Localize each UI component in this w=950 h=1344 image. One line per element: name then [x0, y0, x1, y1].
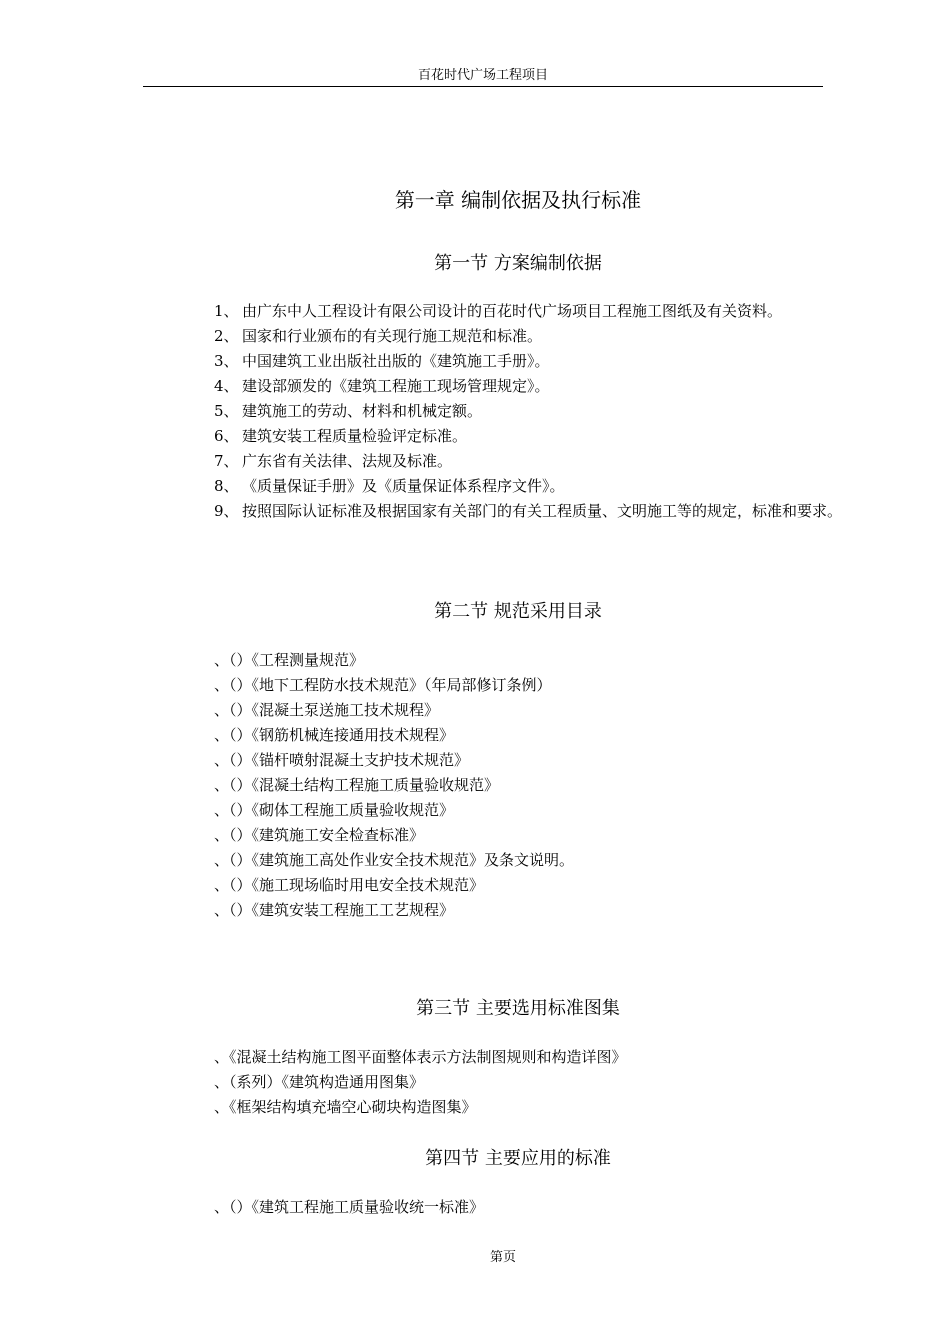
item-number: 1、	[214, 302, 239, 320]
list-item	[214, 324, 854, 349]
list-item	[214, 374, 854, 399]
list-item: 、（）《施工现场临时用电安全技术规范》	[214, 876, 485, 894]
item-text: 中国建筑工业出版社出版的《建筑施工手册》。	[242, 352, 550, 370]
list-item: 、《框架结构填充墙空心砌块构造图集》	[214, 1098, 477, 1116]
list-item	[214, 474, 854, 499]
item-number: 9、	[214, 502, 239, 520]
list-item: 、（）《地下工程防水技术规范》（年局部修订条例）	[214, 676, 552, 694]
list-item: 、（）《建筑施工安全检查标准》	[214, 826, 425, 844]
list-item	[214, 349, 854, 374]
item-number: 4、	[214, 377, 239, 395]
item-number: 6、	[214, 427, 239, 445]
list-item	[214, 424, 854, 449]
list-item: 、（）《建筑安装工程施工工艺规程》	[214, 901, 455, 919]
item-text: 由广东中人工程设计有限公司设计的百花时代广场项目工程施工图纸及有关资料。	[242, 302, 783, 320]
item-text: 按照国际认证标准及根据国家有关部门的有关工程质量、文明施工等的规定，标准和要求。	[242, 502, 843, 520]
list-item	[214, 449, 854, 474]
section-1-title: 第一节 方案编制依据	[434, 253, 602, 274]
item-text: 广东省有关法律、法规及标准。	[242, 452, 453, 470]
item-number: 5、	[214, 402, 239, 420]
list-item	[214, 299, 854, 324]
list-item: 、（）《混凝土结构工程施工质量验收规范》	[214, 776, 500, 794]
header-rule	[143, 86, 823, 87]
item-number: 3、	[214, 352, 239, 370]
list-item: 、（）《锚杆喷射混凝土支护技术规范》	[214, 751, 470, 769]
list-item: 、（）《混凝土泵送施工技术规程》	[214, 701, 440, 719]
item-number: 2、	[214, 327, 239, 345]
list-item: 、《混凝土结构施工图平面整体表示方法制图规则和构造详图》	[214, 1048, 627, 1066]
page-footer: 第页	[489, 1250, 516, 1265]
section-3-list	[214, 1045, 854, 1120]
section-4-list	[214, 1195, 854, 1220]
item-text: 建筑安装工程质量检验评定标准。	[242, 427, 468, 445]
item-text: 《质量保证手册》及《质量保证体系程序文件》。	[242, 477, 565, 495]
list-item: 、（）《钢筋机械连接通用技术规程》	[214, 726, 455, 744]
item-text: 国家和行业颁布的有关现行施工规范和标准。	[242, 327, 543, 345]
item-number: 8、	[214, 477, 239, 495]
list-item: 、（系列）《建筑构造通用图集》	[214, 1073, 425, 1091]
section-2-list	[214, 648, 854, 923]
section-2-title: 第二节 规范采用目录	[434, 601, 602, 622]
section-4-title: 第四节 主要应用的标准	[425, 1148, 611, 1169]
list-item: 、（）《工程测量规范》	[214, 651, 365, 669]
section-1-list	[214, 299, 854, 524]
page-header: 百花时代广场工程项目	[417, 68, 548, 83]
list-item: 、（）《建筑工程施工质量验收统一标准》	[214, 1198, 485, 1216]
item-text: 建筑施工的劳动、材料和机械定额。	[242, 402, 483, 420]
list-item	[214, 499, 854, 524]
list-item	[214, 399, 854, 424]
chapter-title: 第一章 编制依据及执行标准	[394, 188, 642, 212]
list-item: 、（）《建筑施工高处作业安全技术规范》及条文说明。	[214, 851, 575, 869]
item-text: 建设部颁发的《建筑工程施工现场管理规定》。	[242, 377, 550, 395]
item-number: 7、	[214, 452, 239, 470]
list-item: 、（）《砌体工程施工质量验收规范》	[214, 801, 455, 819]
section-3-title: 第三节 主要选用标准图集	[416, 998, 620, 1019]
